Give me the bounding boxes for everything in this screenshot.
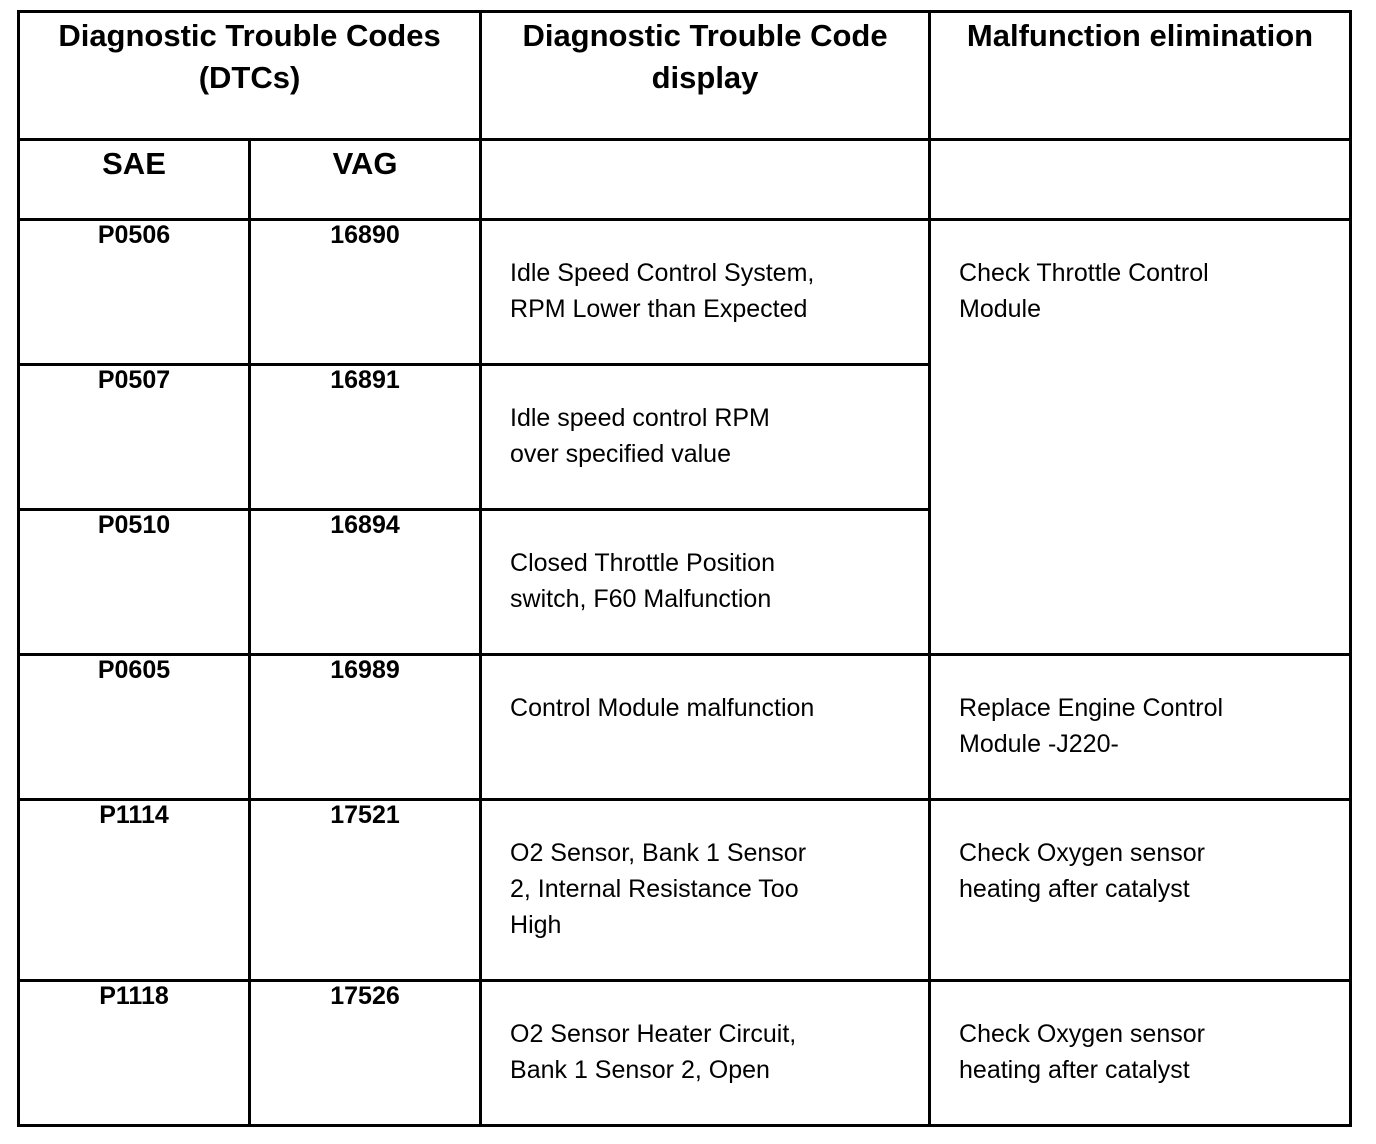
header-display-label: Diagnostic Trouble Code display: [522, 18, 888, 95]
table-row: [19, 981, 1351, 1126]
header-elimination-empty: [930, 140, 1351, 220]
header-sae: [19, 140, 250, 220]
sae-code: P0510: [19, 510, 250, 655]
dtc-display-text: Idle speed control RPM over specified value: [510, 404, 770, 468]
dtc-display-cell: [481, 655, 930, 800]
vag-code: 16989: [250, 655, 481, 800]
sae-code: P1114: [19, 800, 250, 981]
header-row: [19, 12, 1351, 140]
dtc-display-cell: [481, 510, 930, 655]
header-sae-label: SAE: [102, 146, 166, 181]
remedy-text: Check Oxygen sensor heating after catalyst: [959, 839, 1205, 903]
header-vag: [250, 140, 481, 220]
remedy-cell: [930, 655, 1351, 800]
dtc-display-text: Control Module malfunction: [510, 694, 815, 722]
table-row: [19, 655, 1351, 800]
vag-code: 17521: [250, 800, 481, 981]
vag-code: 17526: [250, 981, 481, 1126]
header-vag-label: VAG: [332, 146, 398, 181]
header-display-empty: [481, 140, 930, 220]
vag-code: 16890: [250, 220, 481, 365]
sae-code: P1118: [19, 981, 250, 1126]
header-elimination: [930, 12, 1351, 140]
header-dtc-group: [19, 12, 481, 140]
dtc-display-text: Idle Speed Control System, RPM Lower than Expected: [510, 259, 815, 323]
dtc-display-cell: [481, 800, 930, 981]
sae-code: P0605: [19, 655, 250, 800]
subheader-row: [19, 140, 1351, 220]
header-display: [481, 12, 930, 140]
vag-code: 16891: [250, 365, 481, 510]
dtc-display-text: O2 Sensor Heater Circuit, Bank 1 Sensor 2, Open: [510, 1020, 797, 1084]
remedy-text: Check Throttle Control Module: [959, 259, 1209, 323]
dtc-display-text: Closed Throttle Position switch, F60 Malfunction: [510, 549, 775, 613]
remedy-cell: [930, 800, 1351, 981]
sae-code: P0506: [19, 220, 250, 365]
dtc-table: [17, 10, 1352, 1127]
remedy-text: Replace Engine Control Module -J220-: [959, 694, 1224, 758]
dtc-display-text: O2 Sensor, Bank 1 Sensor 2, Internal Resistance Too High: [510, 839, 807, 939]
table-row: [19, 800, 1351, 981]
dtc-display-cell: [481, 220, 930, 365]
remedy-text: Check Oxygen sensor heating after catalyst: [959, 1020, 1205, 1084]
dtc-display-cell: [481, 981, 930, 1126]
remedy-cell: [930, 981, 1351, 1126]
table-row: [19, 220, 1351, 365]
header-elimination-label: Malfunction elimination: [966, 18, 1314, 53]
vag-code: 16894: [250, 510, 481, 655]
dtc-display-cell: [481, 365, 930, 510]
remedy-cell: [930, 220, 1351, 655]
sae-code: P0507: [19, 365, 250, 510]
header-dtc-group-label: Diagnostic Trouble Codes (DTCs): [58, 18, 441, 95]
